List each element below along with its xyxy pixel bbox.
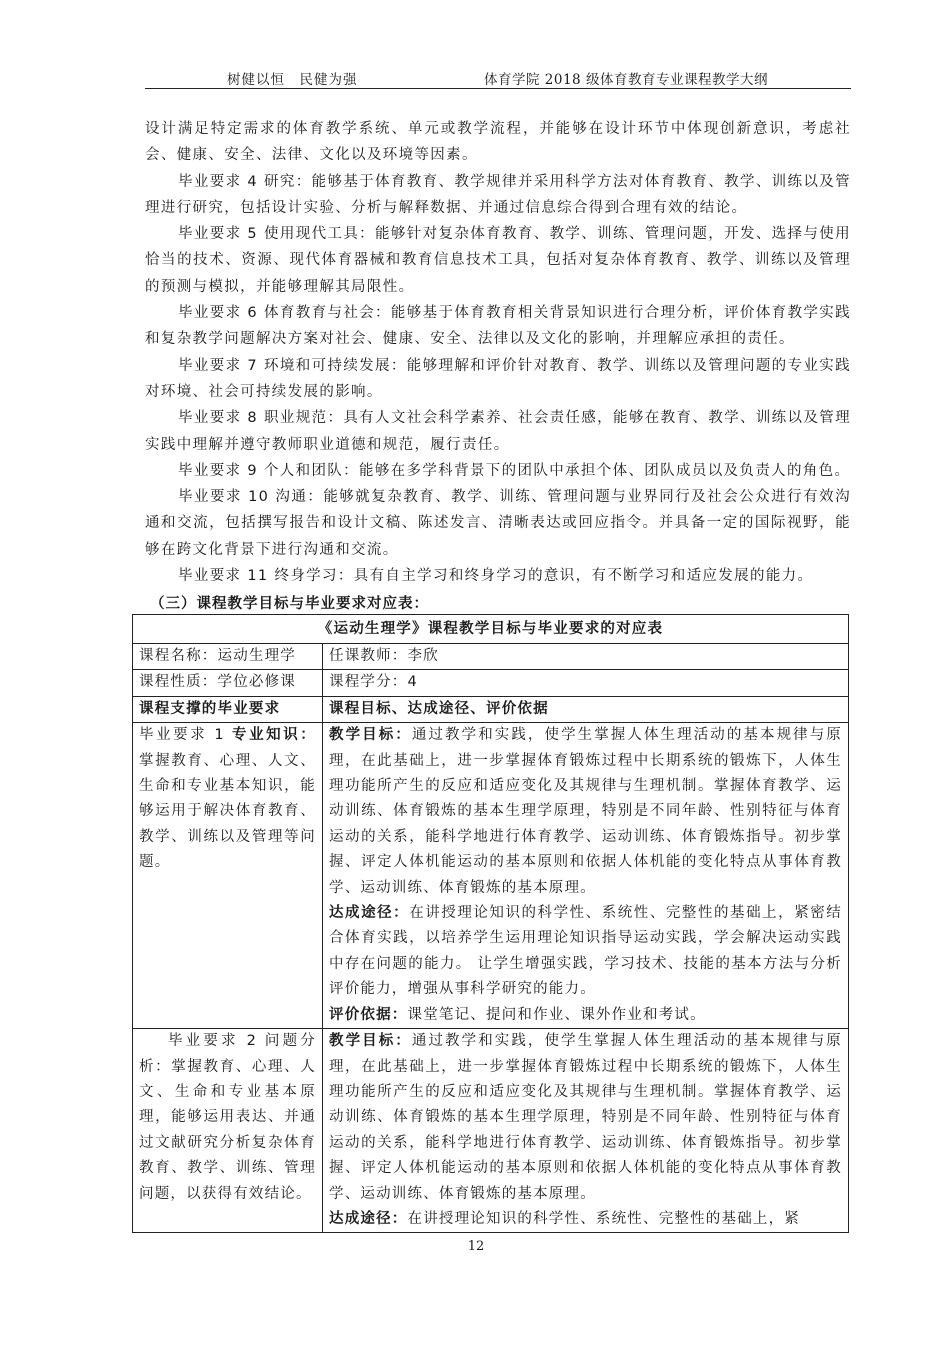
paragraph-requirement-9: 毕业要求 9 个人和团队：能够在多学科背景下的团队中承担个体、团队成员以及负责人的角色。 (178, 462, 851, 479)
teaching-goal-label: 教学目标： (329, 1033, 412, 1050)
paragraph-requirement-8: 毕业要求 8 职业规范：具有人文社会科学素养、社会责任感，能够在教育、教学、训练以及管理实践中理解并遵守教师职业道德和规范，履行责任。 (145, 410, 851, 453)
teaching-goal-text: 通过教学和实践，使学生掌握人体生理活动的基本规律与原理，在此基础上，进一步掌握体育锻炼过程中长期系统的锻炼下，人体生理功能所产生的反应和适应变化及其规律与生理机制。掌握体育教学、运动训练、体育锻炼的基本生理学原理，特别是不同年龄、性别特征与体育运动的关系，能科学地进行体育教学、运动训练、体育锻炼指导。初步掌握、评定人体机能运动的基本原则和依据人体机能的变化特点从事体育教学、运动训练、体育锻炼的基本原理。 (329, 727, 843, 896)
table-caption: 《运动生理学》课程教学目标与毕业要求的对应表 (133, 615, 849, 644)
requirement-prefix: 毕业要求 1 (139, 727, 233, 744)
paragraph-requirement-10: 毕业要求 10 沟通：能够就复杂教育、教学、训练、管理问题与业界同行及社会公众进行有效沟通和交流，包括撰写报告和设计文稿、陈述发言、清晰表达或回应指令。并具备一定的国际视野，能够在跨文化背景下进行沟通和交流。 (145, 489, 851, 558)
table-row (133, 723, 849, 1029)
paragraph-requirement-4: 毕业要求 4 研究：能够基于体育教育、教学规律并采用科学方法对体育教育、教学、训练以及管理进行研究，包括设计实验、分析与解释数据、并通过信息综合得到合理有效的结论。 (145, 173, 851, 216)
column-header-goals: 课程目标、达成途径、评价依据 (323, 696, 849, 722)
header-document-title: 体育学院 2018 级体育教育专业课程教学大纲 (484, 72, 768, 88)
achievement-path (329, 1207, 842, 1232)
achievement-path-text: 在讲授理论知识的科学性、系统性、完整性的基础上，紧密结合体育实践，以培养学生运用理论知识指导运动实践，学会解决运动实践中存在问题的能力。 让学生增强实践，学习技术、技能的基本方法与分析评价能力，增强从事科学研究的能力。 (329, 905, 843, 998)
body-text (145, 116, 851, 589)
requirement-title: 专业知识： (232, 727, 317, 744)
table-row (133, 1029, 849, 1233)
course-teacher: 任课教师：李欣 (323, 644, 849, 670)
course-credits: 课程学分：4 (323, 670, 849, 696)
achievement-path-label: 达成途径： (329, 1210, 408, 1227)
paragraph-requirement-11: 毕业要求 11 终身学习：具有自主学习和终身学习的意识，有不断学习和适应发展的能力。 (178, 568, 814, 585)
teaching-goal (329, 723, 842, 901)
evaluation-basis-label: 评价依据： (329, 1006, 408, 1023)
header-motto: 树健以恒 民健为强 (227, 72, 358, 88)
course-nature: 课程性质：学位必修课 (133, 670, 323, 696)
achievement-path-label: 达成途径： (329, 905, 410, 922)
page-header (145, 64, 851, 89)
teaching-goal-label: 教学目标： (329, 727, 412, 744)
achievement-path (329, 901, 842, 1003)
column-header-requirements: 课程支撑的毕业要求 (133, 696, 323, 722)
requirement-text: 掌握教育、心理、人文、生命和专业基本知识，能够运用于解决体育教育、教学、训练以及管理等问题。 (139, 752, 316, 871)
teaching-goal (329, 1029, 842, 1207)
course-name: 课程名称：运动生理学 (133, 644, 323, 670)
section-title: （三）课程教学目标与毕业要求对应表： (150, 596, 429, 612)
requirement-cell-1 (133, 723, 323, 1029)
paragraph-requirement-5: 毕业要求 5 使用现代工具：能够针对复杂体育教育、教学、训练、管理问题，开发、选择与使用恰当的技术、资源、现代体育器械和教育信息技术工具，包括对复杂体育教育、教学、训练以及管理的预测与模拟，并能够理解其局限性。 (145, 226, 851, 295)
mapping-table (132, 614, 849, 1233)
evaluation-basis-text: 课堂笔记、提问和作业、课外作业和考试。 (407, 1006, 706, 1023)
paragraph-continuation: 设计满足特定需求的体育教学系统、单元或教学流程，并能够在设计环节中体现创新意识，考虑社会、健康、安全、法律、文化以及环境等因素。 (145, 121, 851, 164)
page-number: 12 (467, 1239, 485, 1254)
evaluation-basis (329, 1003, 842, 1028)
paragraph-requirement-7: 毕业要求 7 环境和可持续发展：能够理解和评价针对教育、教学、训练以及管理问题的专业实践对环境、社会可持续发展的影响。 (145, 357, 851, 400)
goal-cell-1 (323, 723, 849, 1029)
goal-cell-2 (323, 1029, 849, 1233)
teaching-goal-text: 通过教学和实践，使学生掌握人体生理活动的基本规律与原理，在此基础上，进一步掌握体育锻炼过程中长期系统的锻炼下，人体生理功能所产生的反应和适应变化及其规律与生理机制。掌握体育教学、运动训练、体育锻炼的基本生理学原理，特别是不同年龄、性别特征与体育运动的关系，能科学地进行体育教学、运动训练、体育锻炼指导。初步掌握、评定人体机能运动的基本原则和依据人体机能的变化特点从事体育教学、运动训练、体育锻炼的基本原理。 (329, 1033, 843, 1202)
achievement-path-text: 在讲授理论知识的科学性、系统性、完整性的基础上，紧 (407, 1210, 800, 1227)
paragraph-requirement-6: 毕业要求 6 体育教育与社会：能够基于体育教育相关背景知识进行合理分析，评价体育教学实践和复杂教学问题解决方案对社会、健康、安全、法律以及文化的影响，并理解应承担的责任。 (145, 305, 851, 348)
requirement-cell-2: 毕业要求 2 问题分析：掌握教育、心理、人文、生命和专业基本原理，能够运用表达、并通过文献研究分析复杂体育教育、教学、训练、管理问题，以获得有效结论。 (133, 1029, 323, 1233)
